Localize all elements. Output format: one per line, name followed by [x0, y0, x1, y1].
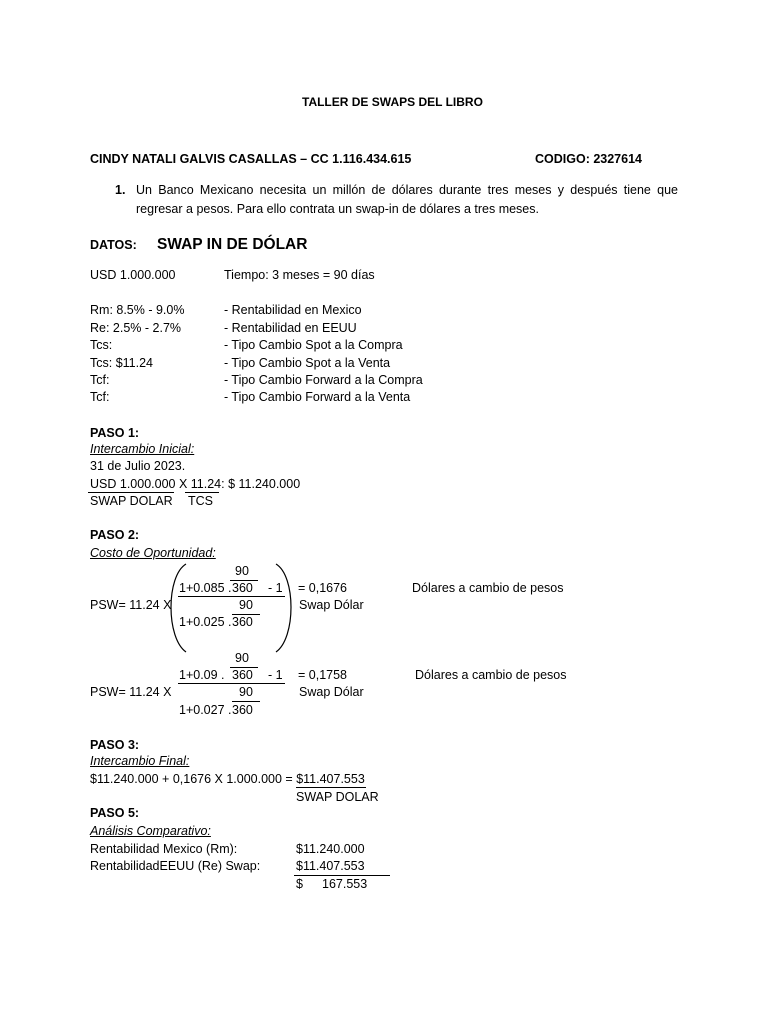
formula2-exponent-bottom: 90	[239, 685, 253, 699]
datos-row-left: Tcf:	[90, 390, 110, 404]
paso3-subheading: Intercambio Final:	[90, 754, 190, 768]
datos-row-right: - Tipo Cambio Spot a la Venta	[224, 356, 391, 370]
right-parenthesis	[276, 564, 291, 652]
paso1-heading: PASO 1:	[90, 426, 140, 440]
datos-row-right: - Tipo Cambio Forward a la Venta	[224, 390, 411, 404]
paso5-heading: PASO 5:	[90, 806, 140, 820]
paso3-equation-result: $11.407.553	[296, 772, 365, 786]
paso3-label: SWAP DOLAR	[296, 790, 379, 804]
formula1-minus-one: - 1	[268, 581, 283, 595]
paso1-equation-times: X	[175, 477, 191, 491]
datos-row-right: - Tipo Cambio Forward a la Compra	[224, 373, 423, 387]
paso1-subheading: Intercambio Inicial:	[90, 442, 195, 456]
datos-tiempo: Tiempo: 3 meses = 90 días	[224, 268, 375, 282]
datos-row-left: Re: 2.5% - 2.7%	[90, 321, 182, 335]
paso1-date: 31 de Julio 2023.	[90, 459, 186, 473]
left-parenthesis	[171, 564, 186, 652]
paso3-equation	[90, 772, 365, 787]
datos-row-left: Tcf:	[90, 373, 110, 387]
paso5-row-value: $11.407.553	[296, 859, 365, 873]
formula2-result: = 0,1758	[298, 668, 348, 682]
formula2-numerator: 1+0.09 .	[179, 668, 225, 682]
datos-row-left: Tcs: $11.24	[90, 356, 154, 370]
paso1-label-tcs: TCS	[188, 494, 213, 508]
paso5-row-label: Rentabilidad Mexico (Rm):	[90, 842, 238, 856]
formula-parentheses	[170, 562, 295, 654]
paso5-row-value: $11.240.000	[296, 842, 365, 856]
document-title: TALLER DE SWAPS DEL LIBRO	[302, 95, 483, 109]
paso1-equation	[90, 477, 300, 492]
formula1-note: Dólares a cambio de pesos	[412, 581, 564, 595]
fraction-bar	[178, 683, 285, 684]
paso1-label-swap: SWAP DOLAR	[90, 494, 173, 508]
formula1-exponent-bottom: 90	[239, 598, 253, 612]
formula1-denominator: 1+0.025 .	[179, 615, 232, 629]
formula2-denominator-days: 360	[232, 703, 253, 717]
datos-label: DATOS:	[90, 238, 137, 252]
paso5-subheading: Análisis Comparativo:	[90, 824, 211, 838]
formula2-minus-one: - 1	[268, 668, 283, 682]
author-line: CINDY NATALI GALVIS CASALLAS – CC 1.116.434.615	[90, 152, 412, 166]
datos-row-right: - Rentabilidad en EEUU	[224, 321, 357, 335]
paso5-row-label: RentabilidadEEUU (Re) Swap:	[90, 859, 261, 873]
formula1-denominator-days: 360	[232, 615, 253, 629]
datos-amount: USD 1.000.000	[90, 268, 176, 282]
paso3-heading: PASO 3:	[90, 738, 140, 752]
formula2-numerator-days: 360	[232, 668, 253, 682]
datos-row-right: - Tipo Cambio Spot a la Compra	[224, 338, 403, 352]
formula2-denominator: 1+0.027 .	[179, 703, 232, 717]
datos-row-right: - Rentabilidad en Mexico	[224, 303, 362, 317]
fraction-bar	[232, 701, 260, 702]
underline	[296, 787, 366, 788]
formula2-psw: PSW= 11.24 X	[90, 685, 172, 699]
formula1-psw: PSW= 11.24 X	[90, 598, 172, 612]
paso1-equation-result: : $ 11.240.000	[221, 477, 301, 491]
formula1-sublabel: Swap Dólar	[299, 598, 364, 612]
paso5-total-value: 167.553	[322, 877, 368, 891]
paso2-heading: PASO 2:	[90, 528, 140, 542]
datos-row-left: Rm: 8.5% - 9.0%	[90, 303, 185, 317]
total-line	[294, 875, 390, 876]
paso1-equation-amount: USD 1.000.000	[90, 477, 176, 491]
formula2-exponent-top: 90	[235, 651, 249, 665]
formula1-numerator: 1+0.085 .	[179, 581, 232, 595]
formula1-result: = 0,1676	[298, 581, 348, 595]
underline	[185, 492, 219, 493]
codigo-label: CODIGO: 2327614	[535, 152, 642, 166]
formula2-note: Dólares a cambio de pesos	[415, 668, 567, 682]
datos-heading: SWAP IN DE DÓLAR	[157, 236, 308, 253]
underline	[88, 492, 174, 493]
fraction-bar	[178, 596, 285, 597]
paso5-total-sign: $	[296, 877, 303, 891]
paso3-equation-expression: $11.240.000 + 0,1676 X 1.000.000 =	[90, 772, 297, 786]
datos-row-left: Tcs:	[90, 338, 113, 352]
formula1-exponent-top: 90	[235, 564, 249, 578]
paso2-subheading: Costo de Oportunidad:	[90, 546, 216, 560]
paso1-equation-rate: 11.24	[190, 477, 222, 491]
formula1-numerator-days: 360	[232, 581, 253, 595]
question-number: 1.	[115, 183, 126, 197]
formula2-sublabel: Swap Dólar	[299, 685, 364, 699]
question-text: Un Banco Mexicano necesita un millón de dólares durante tres meses y después tiene que regresar a pesos. Para ello contrata un swap-in de dólares a tres meses.	[136, 183, 678, 216]
